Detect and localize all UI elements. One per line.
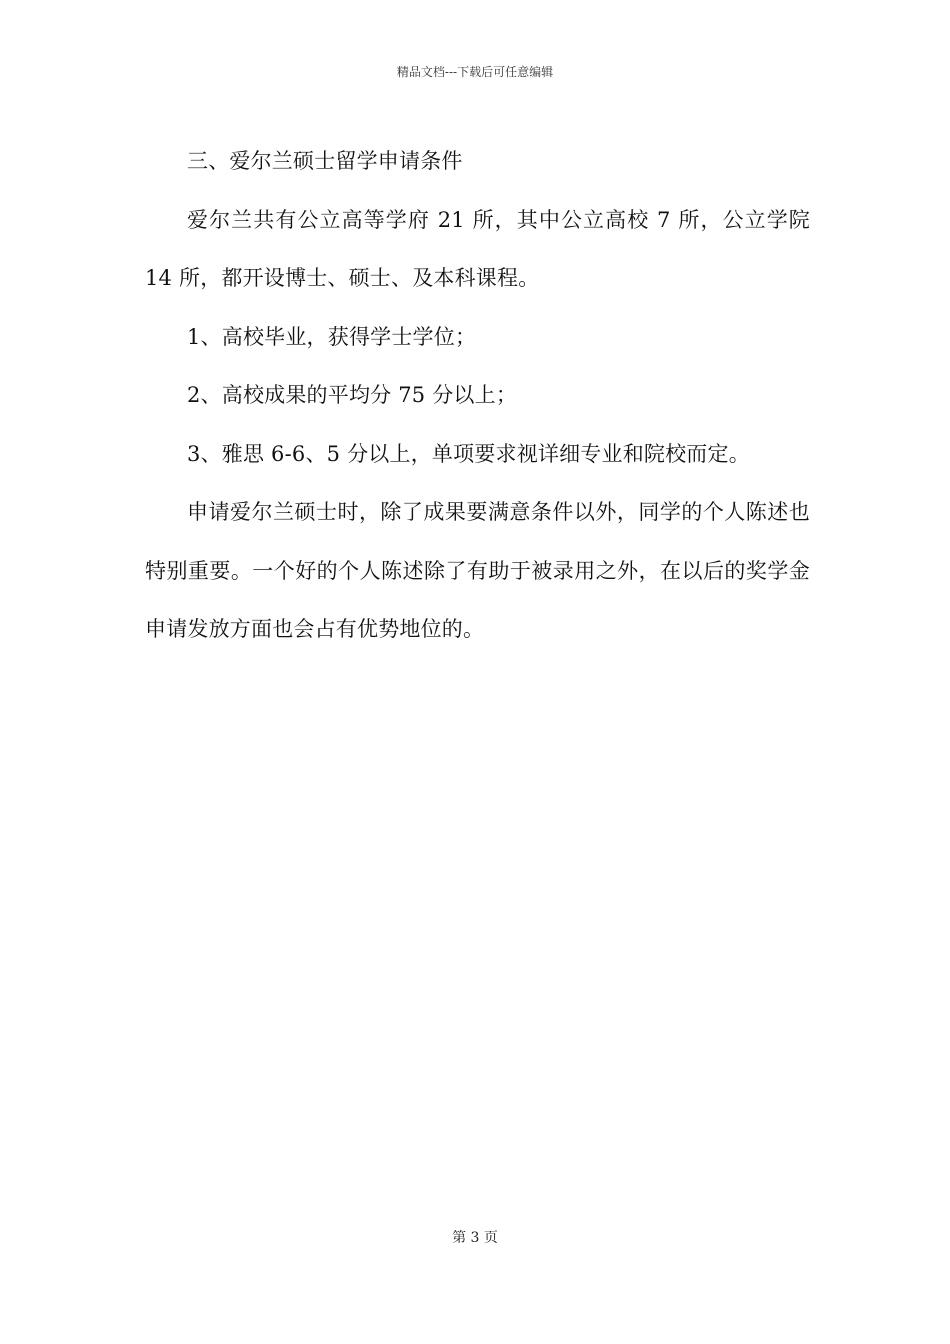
requirement-item-1: 1、高校毕业，获得学士学位； xyxy=(187,324,477,349)
requirement-item-3: 3、雅思 6-6、5 分以上，单项要求视详细专业和院校而定。 xyxy=(187,441,750,466)
closing-paragraph: 申请爱尔兰硕士时，除了成果要满意条件以外，同学的个人陈述也特别重要。一个好的个人陈述除了有助于被录用之外，在以后的奖学金申请发放方面也会占有优势地位的。 xyxy=(145,500,810,641)
requirement-item-2: 2、高校成果的平均分 75 分以上； xyxy=(187,383,518,407)
section-heading: 三、爱尔兰硕士留学申请条件 xyxy=(187,149,463,173)
intro-paragraph: 爱尔兰共有公立高等学府 21 所，其中公立高校 7 所，公立学院 14 所，都开设博士、硕士、及本科课程。 xyxy=(145,207,810,290)
document-body xyxy=(145,132,810,659)
page-header: 精品文档---下载后可任意编辑 xyxy=(396,65,554,79)
page-number: 第 3 页 xyxy=(452,1230,498,1246)
